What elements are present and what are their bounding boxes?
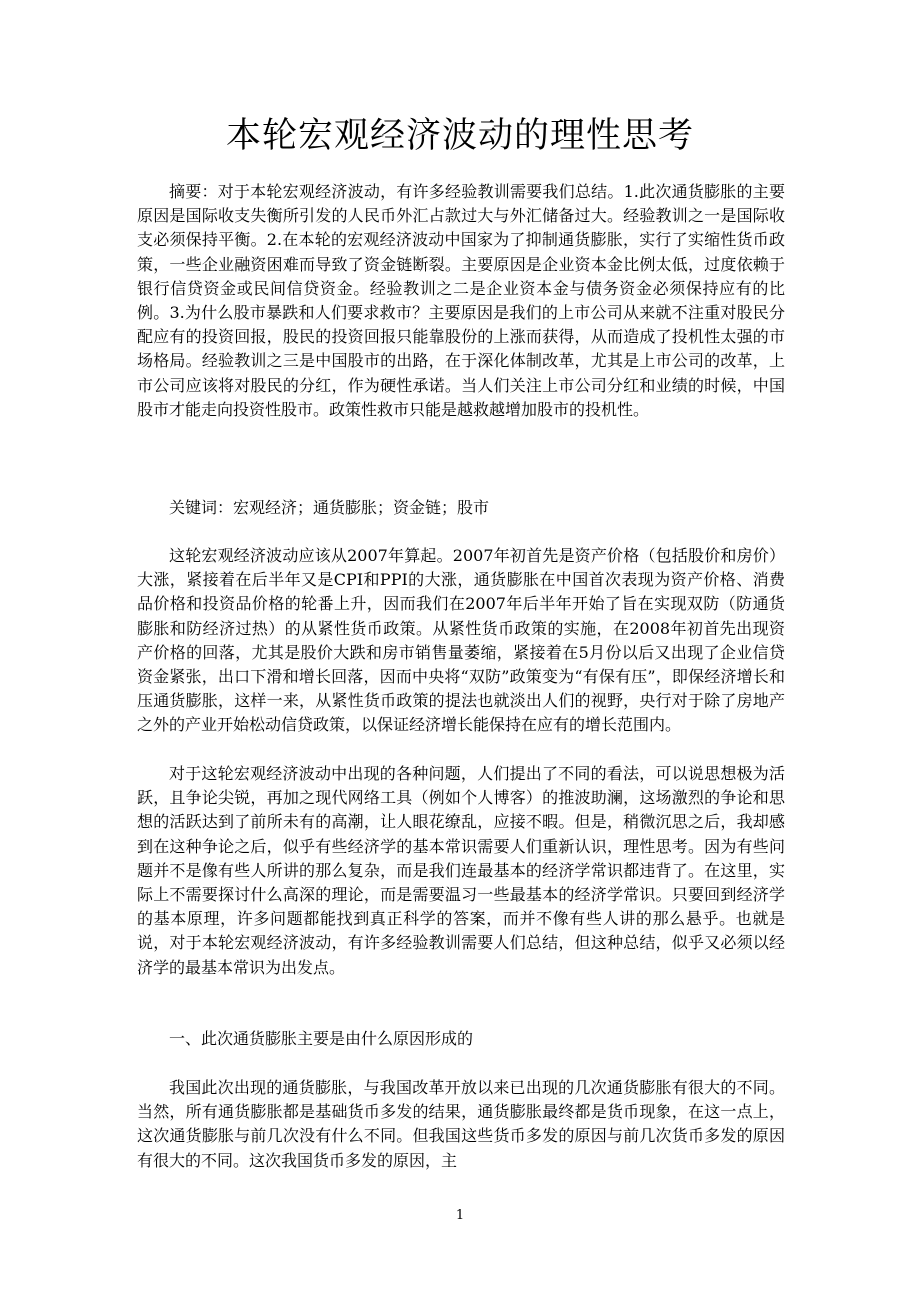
abstract-paragraph: 摘要：对于本轮宏观经济波动，有许多经验教训需要我们总结。1.此次通货膨胀的主要原因是国际收支失衡所引发的人民币外汇占款过大与外汇储备过大。经验教训之一是国际收支必须保持平衡。2.在本轮的宏观经济波动中国家为了抑制通货膨胀，实行了实缩性货币政策，一些企业融资困难而导致了资金链断裂。主要原因是企业资本金比例太低，过度依赖于银行信贷资金或民间信贷资金。经验教训之二是企业资本金与债务资金必须保持应有的比例。3.为什么股市暴跌和人们要求救市？主要原因是我们的上市公司从来就不注重对股民分配应有的投资回报，股民的投资回报只能靠股份的上涨而获得，从而造成了投机性太强的市场格局。经验教训之三是中国股市的出路，在于深化体制改革，尤其是上市公司的改革，上市公司应该将对股民的分红，作为硬性承诺。当人们关注上市公司分红和业绩的时候，中国股市才能走向投资性股市。政策性救市只能是越救越增加股市的投机性。 [137, 182, 785, 419]
body-paragraph-2: 对于这轮宏观经济波动中出现的各种问题，人们提出了不同的看法，可以说思想极为活跃，且争论尖锐，再加之现代网络工具（例如个人博客）的推波助澜，这场激烈的争论和思想的活跃达到了前所未有的高潮，让人眼花缭乱，应接不暇。但是，稍微沉思之后，我却感到在这种争论之后，似乎有些经济学的基本常识需要人们重新认识，理性思考。因为有些问题并不是像有些人所讲的那么复杂，而是我们连最基本的经济学常识都违背了。在这里，实际上不需要探讨什么高深的理论，而是需要温习一些最基本的经济学常识。只要回到经济学的基本原理，许多问题都能找到真正科学的答案，而并不像有些人讲的那么悬乎。也就是说，对于本轮宏观经济波动，有许多经验教训需要人们总结，但这种总结，似乎又必须以经济学的最基本常识为出发点。 [137, 764, 785, 977]
body-paragraph-3: 我国此次出现的通货膨胀，与我国改革开放以来已出现的几次通货膨胀有很大的不同。当然，所有通货膨胀都是基础货币多发的结果，通货膨胀最终都是货币现象，在这一点上，这次通货膨胀与前几次没有什么不同。但我国这些货币多发的原因与前几次货币多发的原因有很大的不同。这次我国货币多发的原因，主 [137, 1078, 785, 1170]
section-heading-1: 一、此次通货膨胀主要是由什么原因形成的 [169, 1029, 474, 1048]
document-title: 本轮宏观经济波动的理性思考 [225, 116, 694, 156]
keywords-line: 关键词：宏观经济；通货膨胀；资金链；股市 [169, 498, 490, 517]
body-paragraph-1: 这轮宏观经济波动应该从2007年算起。2007年初首先是资产价格（包括股价和房价）大涨，紧接着在后半年又是CPI和PPI的大涨，通货膨胀在中国首次表现为资产价格、消费品价格和投资品价格的轮番上升，因而我们在2007年后半年开始了旨在实现双防（防通货膨胀和防经济过热）的从紧性货币政策。从紧性货币政策的实施，在2008年初首先出现资产价格的回落，尤其是股价大跌和房市销售量萎缩，紧接着在5月份以后又出现了企业信贷资金紧张，出口下滑和增长回落，因而中央将“双防”政策变为“有保有压”，即保经济增长和压通货膨胀，这样一来，从紧性货币政策的提法也就淡出人们的视野，央行对于除了房地产之外的产业开始松动信贷政策，以保证经济增长能保持在应有的增长范围内。 [137, 546, 785, 735]
page-number: 1 [455, 1208, 465, 1223]
